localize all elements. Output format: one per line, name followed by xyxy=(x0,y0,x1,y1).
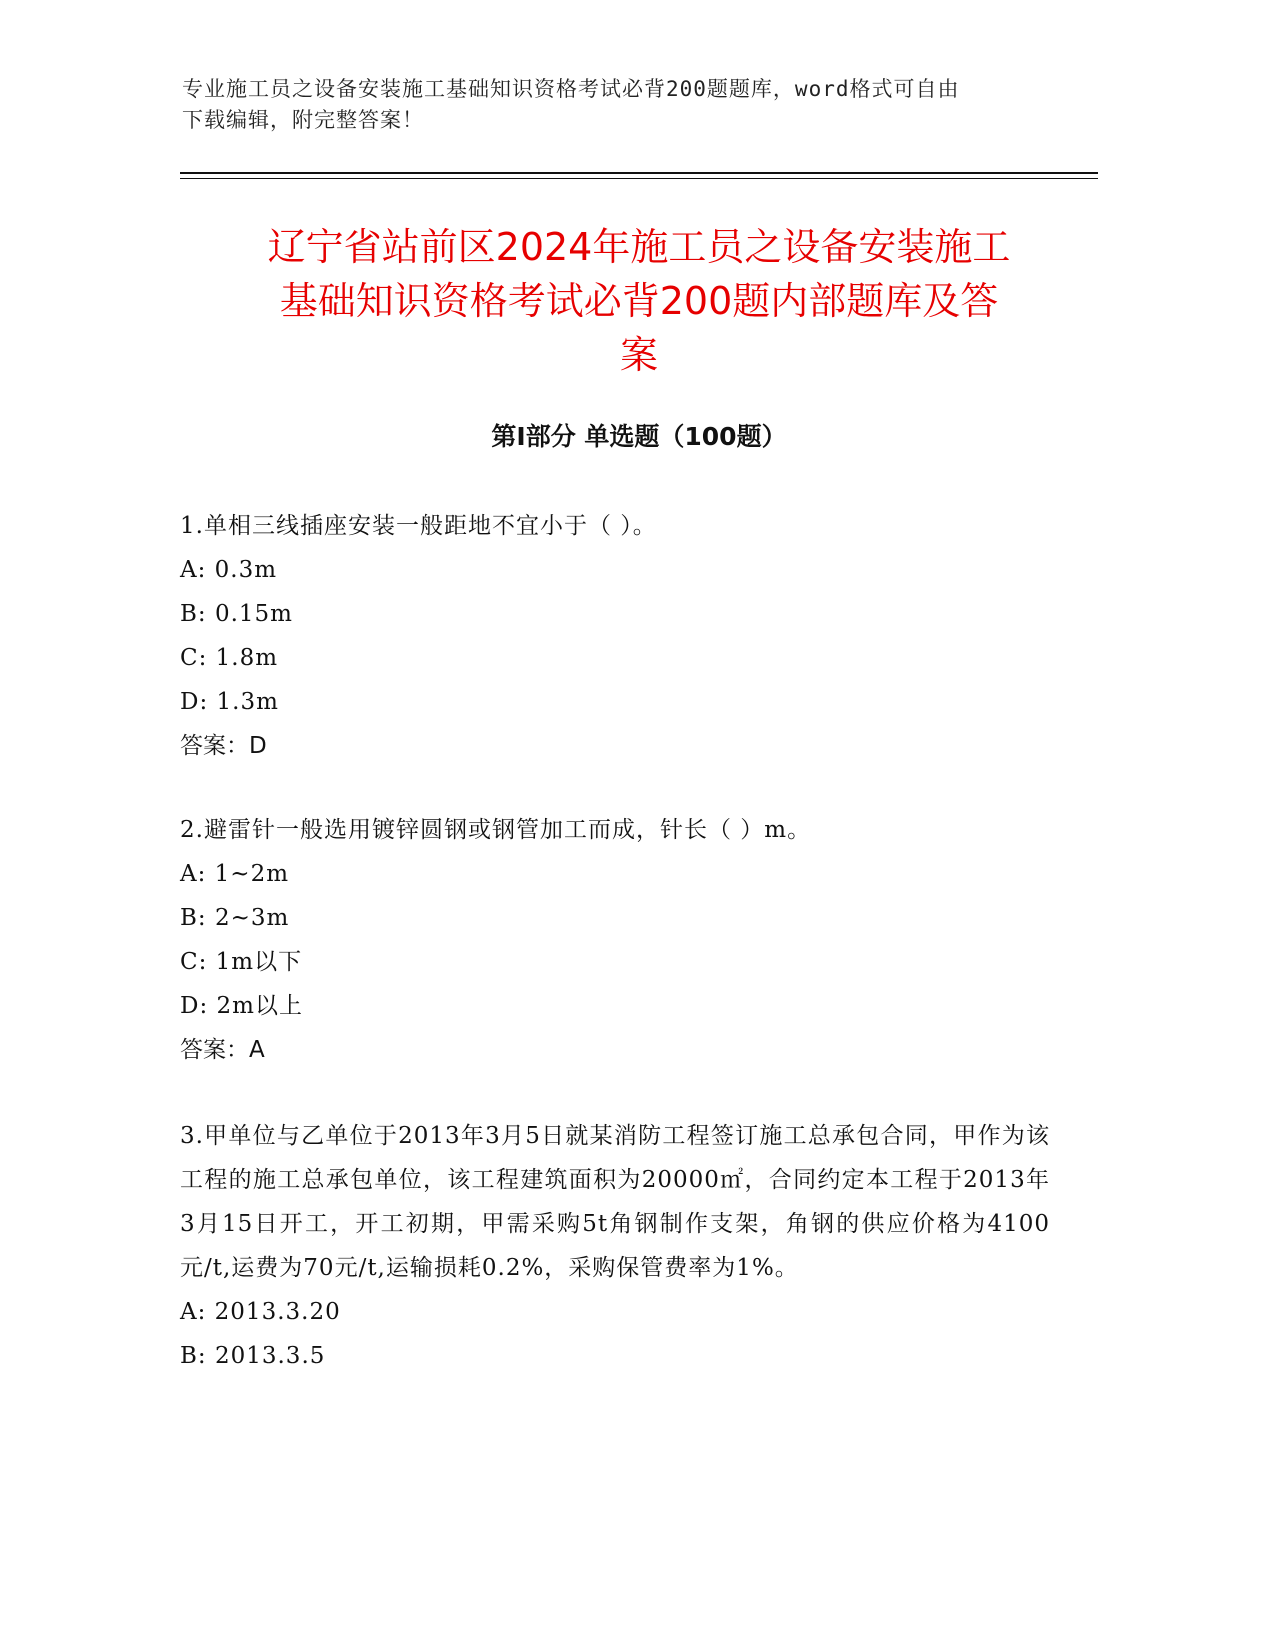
question-stem: 2.避雷针一般选用镀锌圆钢或钢管加工而成，针长（ ）m。 xyxy=(180,817,812,843)
section-heading: 第Ⅰ部分 单选题（100题） xyxy=(491,422,787,451)
option-b: B: 2013.3.5 xyxy=(180,1343,326,1369)
header-note-line-2: 下载编辑，附完整答案！ xyxy=(182,108,424,132)
question-3 xyxy=(180,1114,1050,1378)
option-a: A: 0.3m xyxy=(180,557,278,583)
document-title-line-2: 基础知识资格考试必背200题内部题库及答 xyxy=(279,279,999,323)
option-a: A: 2013.3.20 xyxy=(180,1299,341,1325)
option-d: D: 1.3m xyxy=(180,689,279,715)
question-stem: 3.甲单位与乙单位于2013年3月5日就某消防工程签订施工总承包合同，甲作为该工程的施工总承包单位，该工程建筑面积为20000㎡，合同约定本工程于2013年3月15日开工，开工初期，甲需采购5t角钢制作支架，角钢的供应价格为4100元/t,运费为70元/t,运输损耗0.2%，采购保管费率为1%。 xyxy=(180,1123,1050,1281)
document-title-line-1: 辽宁省站前区2024年施工员之设备安装施工 xyxy=(267,225,1011,269)
option-b: B: 2~3m xyxy=(180,905,290,931)
option-d: D: 2m以上 xyxy=(180,993,303,1019)
document-title-line-3: 案 xyxy=(619,333,658,377)
header-rule-thick xyxy=(180,172,1098,174)
header-rule-thin xyxy=(180,178,1098,179)
header-note-line-1: 专业施工员之设备安装施工基础知识资格考试必背200题题库，word格式可自由 xyxy=(182,77,960,101)
question-1 xyxy=(180,504,1050,768)
option-c: C: 1.8m xyxy=(180,645,279,671)
option-c: C: 1m以下 xyxy=(180,949,303,975)
option-a: A: 1~2m xyxy=(180,861,290,887)
answer: 答案：A xyxy=(180,1037,265,1063)
document-title xyxy=(180,220,1098,382)
question-2 xyxy=(180,808,1050,1072)
answer: 答案：D xyxy=(180,733,267,759)
question-stem: 1.单相三线插座安装一般距地不宜小于（ ）。 xyxy=(180,513,657,539)
header-note xyxy=(182,74,1062,136)
option-b: B: 0.15m xyxy=(180,601,293,627)
